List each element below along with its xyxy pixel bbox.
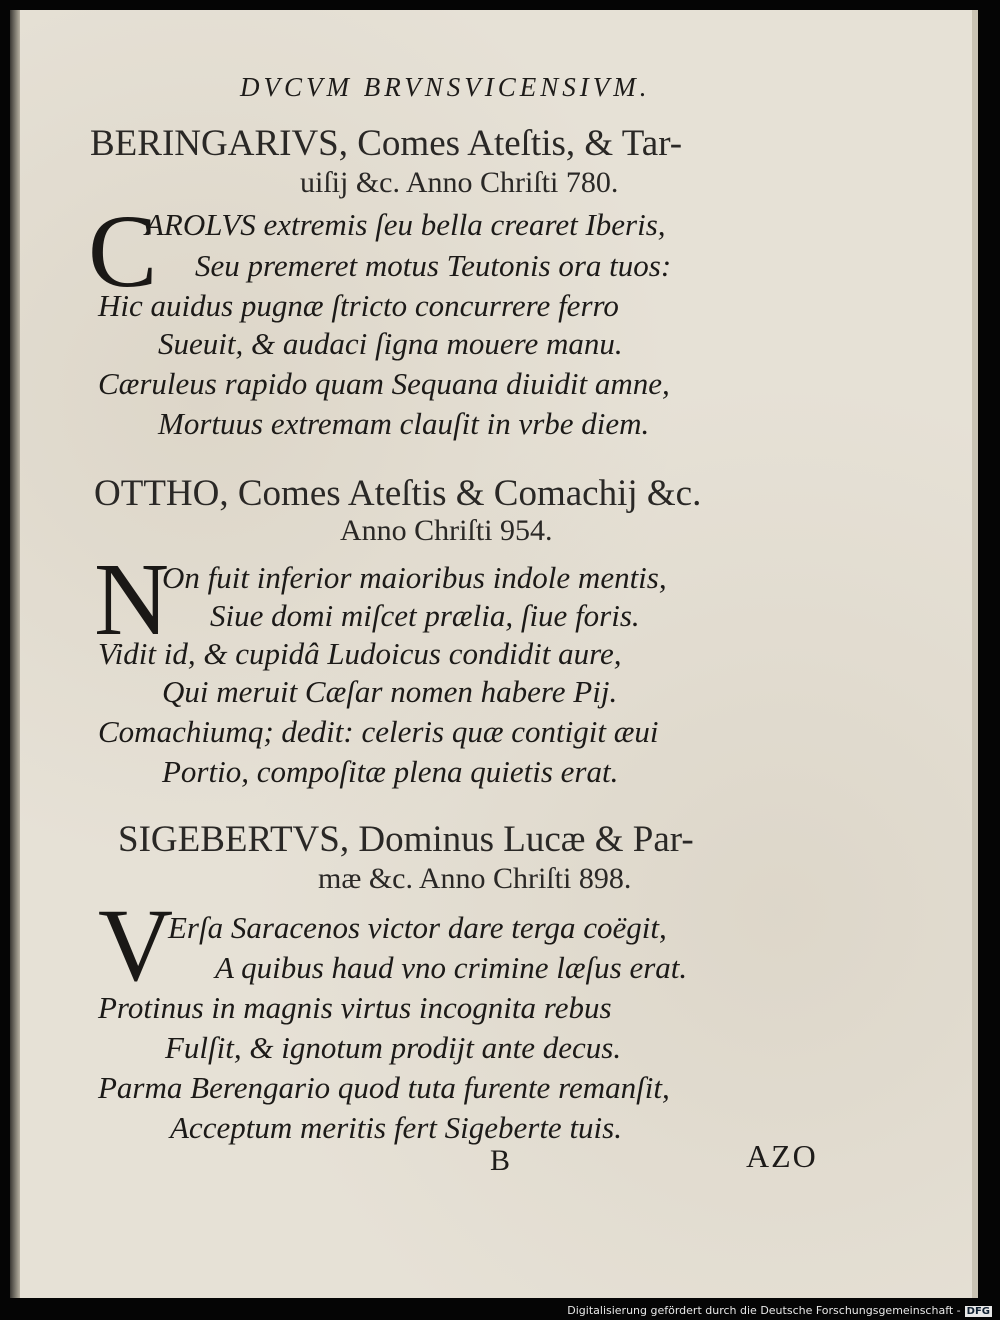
section-1-subtitle: uiſij &c. Anno Chriſti 780. (300, 166, 619, 199)
verse-line: A quibus haud vno crimine læſus erat. (215, 950, 688, 985)
verse-line: Sueuit, & audaci ſigna mouere manu. (158, 326, 623, 361)
section-3-title: SIGEBERTVS, Dominus Lucæ & Par- (118, 819, 694, 860)
section-2-subtitle: Anno Chriſti 954. (340, 514, 553, 547)
verse-line: Qui meruit Cæſar nomen habere Pij. (162, 674, 618, 709)
dropcap-n: N (94, 542, 170, 657)
section-2-title: OTTHO, Comes Ateſtis & Comachij &c. (94, 473, 702, 514)
verse-line: AROLVS extremis ſeu bella crearet Iberis, (145, 207, 666, 242)
verse-line: Siue domi miſcet prælia, ſiue foris. (210, 598, 640, 633)
verse-line: Comachiumq; dedit: celeris quæ contigit æui (98, 714, 659, 749)
catchword: AZO (746, 1138, 818, 1174)
verse-line: On fuit inferior maioribus indole mentis, (162, 560, 667, 595)
dropcap-c: C (88, 194, 158, 309)
book-page (10, 10, 978, 1298)
running-header: DVCVM BRVNSVICENSIVM. (240, 72, 651, 102)
verse-line: Protinus in magnis virtus incognita rebus (98, 990, 612, 1025)
verse-line: Acceptum meritis fert Sigeberte tuis. (170, 1110, 622, 1145)
verse-line: Erſa Saracenos victor dare terga coëgit, (168, 910, 667, 945)
page-gutter (10, 10, 20, 1298)
verse-line: Seu premeret motus Teutonis ora tuos: (195, 248, 672, 283)
verse-line: Vidit id, & cupidâ Ludoicus condidit aure, (98, 636, 622, 671)
signature-mark: B (490, 1144, 511, 1177)
verse-line: Hic auidus pugnæ ſtricto concurrere ferro (98, 288, 619, 323)
verse-line: Portio, compoſitæ plena quietis erat. (162, 754, 619, 789)
digitization-footer (567, 1304, 992, 1317)
verse-line: Cæruleus rapido quam Sequana diuidit amne, (98, 366, 670, 401)
dfg-logo-icon: DFG (966, 1306, 990, 1317)
verse-line: Parma Berengario quod tuta furente remanſit, (98, 1070, 670, 1105)
verse-line: Mortuus extremam clauſit in vrbe diem. (158, 406, 650, 441)
section-1-title: BERINGARIVS, Comes Ateſtis, & Tar- (90, 123, 683, 164)
verse-line: Fulſit, & ignotum prodijt ante decus. (165, 1030, 622, 1065)
dropcap-v: V (98, 888, 174, 1003)
section-3-subtitle: mæ &c. Anno Chriſti 898. (318, 862, 632, 895)
footer-text: Digitalisierung gefördert durch die Deutsche Forschungsgemeinschaft - (567, 1304, 961, 1317)
